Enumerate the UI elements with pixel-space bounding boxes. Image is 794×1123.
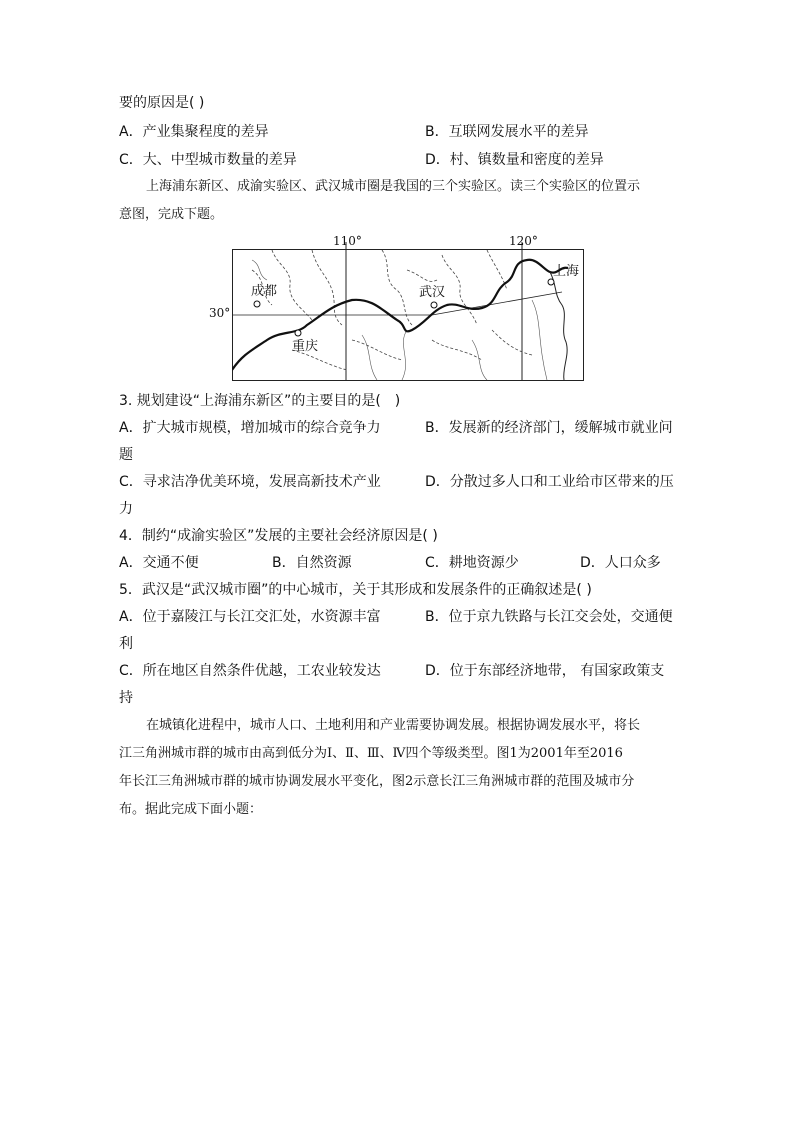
lon-110-label: 110°: [333, 234, 362, 248]
q5-option-d[interactable]: D．位于东部经济地带， 有国家政策支: [425, 663, 665, 679]
q2-option-d[interactable]: D．村、镇数量和密度的差异: [425, 152, 604, 168]
coastline: [550, 272, 567, 380]
q3-option-d[interactable]: D．分散过多人口和工业给市区带来的压: [425, 474, 674, 490]
intro1-line2: 意图，完成下题。: [119, 207, 224, 222]
intro2-line2: 江三角洲城市群的城市由高到低分为Ⅰ、Ⅱ、Ⅲ、Ⅳ四个等级类型。图1为2001年至2016: [119, 746, 623, 761]
q5-option-a[interactable]: A．位于嘉陵江与长江交汇处，水资源丰富: [119, 609, 381, 625]
q3-option-b-cont: 题: [119, 447, 133, 463]
q3-option-d-cont: 力: [119, 501, 133, 517]
q2-option-a[interactable]: A．产业集聚程度的差异: [119, 124, 269, 140]
chengdu-marker: [254, 301, 260, 307]
q5-option-b[interactable]: B．位于京九铁路与长江交会处，交通便: [425, 609, 673, 625]
shanghai-label: 上海: [553, 264, 580, 279]
q5-option-d-cont: 持: [119, 690, 133, 706]
location-map: [232, 230, 584, 382]
q3-option-a[interactable]: A．扩大城市规模，增加城市的综合竞争力: [119, 420, 381, 436]
intro2-line4: 布。据此完成下面小题：: [119, 802, 263, 817]
chongqing-label: 重庆: [292, 339, 319, 354]
q2-option-c[interactable]: C．大、中型城市数量的差异: [119, 152, 297, 168]
chongqing-marker: [295, 330, 301, 336]
q3-option-b[interactable]: B．发展新的经济部门，缓解城市就业问: [425, 420, 673, 436]
q2-stem-tail: 要的原因是( ): [119, 95, 205, 111]
q4-option-b[interactable]: B．自然资源: [272, 555, 352, 571]
q4-stem: 4．制约“成渝实验区”发展的主要社会经济原因是( ): [119, 528, 438, 544]
intro2-line3: 年长江三角洲城市群的城市协调发展水平变化，图2示意长江三角洲城市群的范围及城市分: [119, 774, 635, 789]
shanghai-marker: [548, 279, 554, 285]
q4-option-c[interactable]: C．耕地资源少: [425, 555, 519, 571]
q3-option-c[interactable]: C．寻求洁净优美环境，发展高新技术产业: [119, 474, 381, 490]
q5-option-c[interactable]: C．所在地区自然条件优越，工农业较发达: [119, 663, 381, 679]
chengdu-label: 成都: [251, 284, 278, 299]
wuhan-label: 武汉: [419, 285, 446, 300]
intro1-line1: 上海浦东新区、成渝实验区、武汉城市圈是我国的三个实验区。读三个实验区的位置示: [146, 179, 641, 194]
q4-option-a[interactable]: A．交通不便: [119, 555, 199, 571]
q5-option-b-cont: 利: [119, 636, 133, 652]
wuhan-marker: [431, 302, 437, 308]
lon-120-label: 120°: [509, 234, 538, 248]
q2-option-b[interactable]: B．互联网发展水平的差异: [425, 124, 589, 140]
q3-stem: 3. 规划建设“上海浦东新区”的主要目的是( ): [119, 393, 401, 409]
lat-30-text: 30°: [209, 306, 231, 320]
intro2-line1: 在城镇化进程中，城市人口、土地利用和产业需要协调发展。根据协调发展水平，将长: [146, 718, 641, 733]
q4-option-d[interactable]: D．人口众多: [580, 555, 661, 571]
q5-stem: 5．武汉是“武汉城市圈”的中心城市，关于其形成和发展条件的正确叙述是( ): [119, 582, 592, 598]
